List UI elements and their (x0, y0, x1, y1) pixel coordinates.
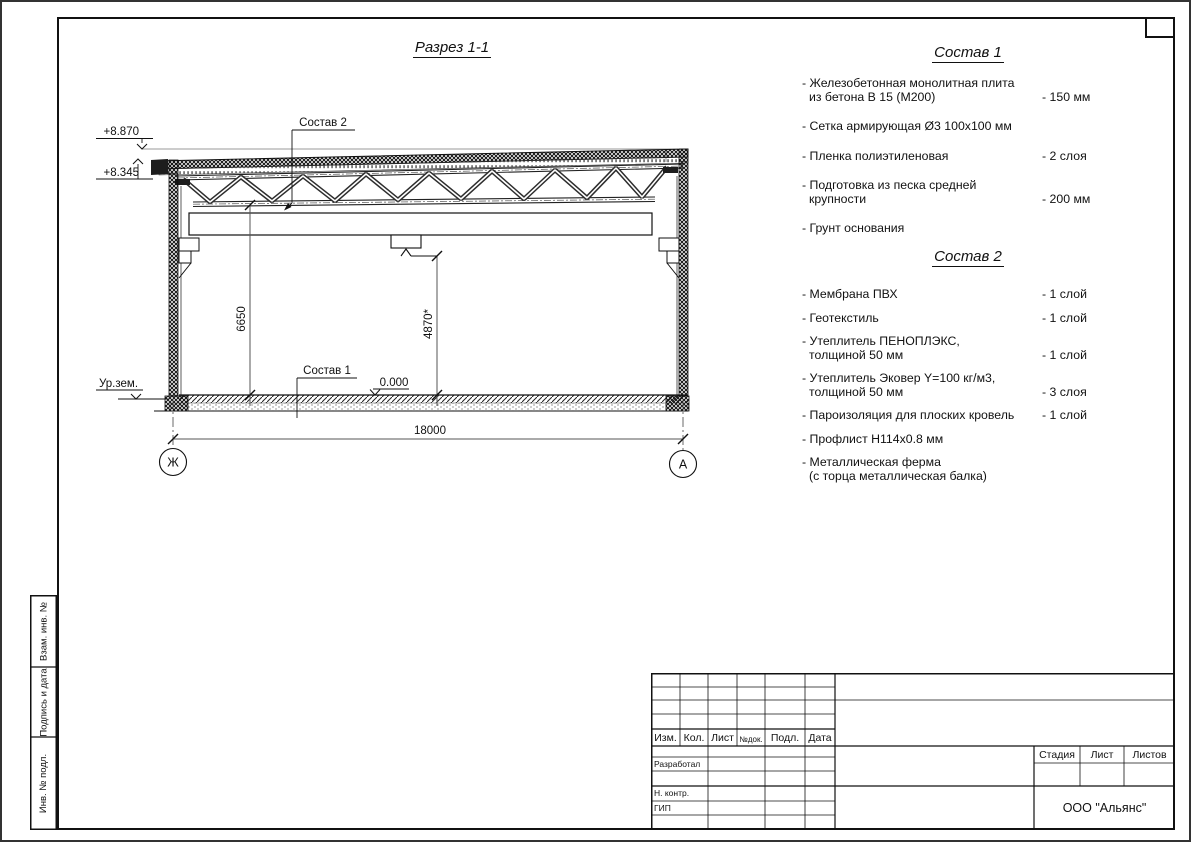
stamp-vzam-inv: Взам. инв. № (38, 601, 49, 661)
list-item: - Пароизоляция для плоских кровель - 1 слой (802, 408, 1087, 422)
axis-right-label: А (678, 457, 688, 472)
stamp-inv-podl: Инв. № подл. (38, 753, 49, 814)
tb-stage-label: Стадия (1039, 749, 1075, 761)
drawing-title: Разрез 1-1 (414, 39, 490, 56)
beam-center-support (391, 235, 437, 256)
wall-left (169, 160, 178, 396)
list-item: - Утеплитель ПЕНОПЛЭКС, толщиной 50 мм - 1 слой (802, 334, 1087, 362)
list-item: - Мембрана ПВХ - 1 слой (802, 287, 1087, 301)
tb-col-list: Лист (711, 732, 734, 744)
tb-company-name: ООО "Альянс" (1062, 801, 1147, 815)
beam (189, 213, 652, 235)
tb-col-ndok: №док. (739, 735, 763, 744)
floor-slab (118, 395, 689, 411)
list-item: - Пленка полиэтиленовая - 2 слоя (802, 148, 1087, 163)
tb-col-podl: Подл. (770, 732, 800, 744)
side-stamps (30, 595, 57, 830)
tb-row-ncontr: Н. контр. (654, 788, 690, 798)
list-item: - Утеплитель Эковер Y=100 кг/м3, толщиной 50 мм - 3 слоя (802, 371, 1087, 399)
level-roof-label: +8.345 (103, 167, 139, 179)
title-block (651, 673, 1175, 830)
roof-assembly (151, 149, 688, 175)
level-top-mark (96, 139, 153, 150)
dim-span-label: 18000 (414, 425, 446, 437)
list-item: - Грунт основания (802, 221, 905, 235)
tb-sheets-label: Листов (1132, 749, 1167, 761)
level-top-label: +8.870 (103, 126, 139, 138)
truss-bearing-right (663, 167, 678, 173)
dim-clear-label: 4870* (423, 308, 435, 340)
ground-level-mark (96, 390, 143, 399)
sostav1-drawing-label: Состав 1 (303, 365, 351, 377)
list-item: - Геотекстиль - 1 слой (802, 310, 1087, 325)
list-item: - Железобетонная монолитная плита из бетона В 15 (М200) - 150 мм (802, 76, 1091, 104)
tb-row-gip: ГИП (654, 803, 671, 813)
corbel-left (179, 238, 199, 278)
sostav1-title: Состав 1 (934, 44, 1002, 61)
wall-right (679, 149, 688, 396)
sostav2-list (802, 288, 1114, 493)
list-item: - Сетка армирующая Ø3 100х100 мм (802, 119, 1012, 133)
corner-stamp-box (1145, 17, 1175, 38)
sostav2-title: Состав 2 (934, 248, 1002, 265)
sostav1-list (802, 77, 1114, 252)
dim-clear-height (423, 251, 442, 406)
tb-col-data: Дата (808, 732, 832, 744)
corbel-right (659, 238, 679, 278)
list-item: - Подготовка из песка средней крупности - 200 мм (802, 178, 1091, 206)
list-item: - Профлист Н114х0.8 мм (802, 431, 944, 446)
tb-row-developed: Разработал (654, 759, 701, 769)
floor-level-mark (370, 389, 409, 395)
stamp-podpis-data: Подпись и дата (38, 667, 49, 737)
list-item: - Металлическая ферма (с торца металлическая балка) (802, 455, 987, 483)
tb-col-izm: Изм. (654, 732, 677, 744)
foundation-left (165, 396, 188, 411)
sostav2-drawing-label: Состав 2 (299, 117, 347, 129)
walls (169, 149, 688, 396)
section-drawing (2, 2, 762, 502)
tb-sheet-label: Лист (1090, 749, 1114, 761)
floor-level-label: 0.000 (379, 377, 409, 389)
roof-edge-cap (151, 159, 168, 175)
tb-col-kol: Кол. (683, 732, 705, 744)
foundation-right (666, 396, 689, 411)
axis-left-label: Ж (167, 455, 179, 470)
ground-label: Ур.зем. (99, 378, 139, 390)
dim-height-label: 6650 (236, 306, 248, 332)
dim-span (168, 425, 688, 444)
